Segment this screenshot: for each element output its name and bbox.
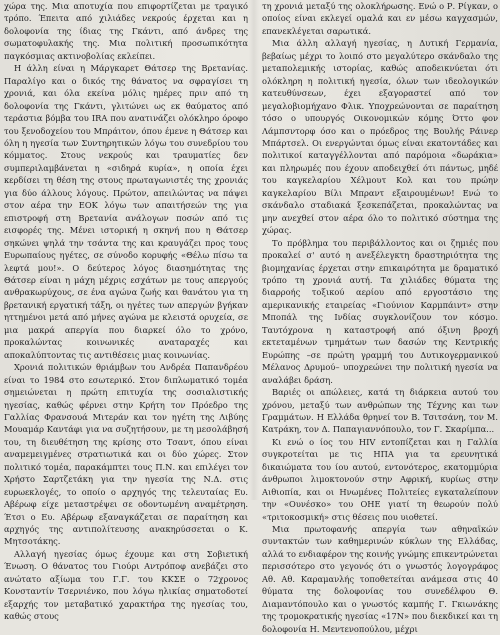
- right-paragraph-6: Μια πρωτοφανής απεργία των αθηναϊκών συντακτών των καθημερινών κύκλων της Ελλάδας, αλλά το ενδιαφέρον της κοινής γνώμης επικεντρώνεται περισσότερο στο γεγονός ότι ο γνωστός λογογράφος Αθ. Αθ. Καραμανλής τοποθετείται ανάμεσα στις 40 θύματα της δολοφονίας του συνεδέλφου Θ. Διαμαντόπουλο και ο γνωστός καμπής Γ. Γκιωνάκης της τρομοκρατικής ηγεσίας «17Ν» που διεκδικεί και τη δολοφονία Η. Μεντενοπούλου, μέχρι: [262, 524, 498, 634]
- left-paragraph-4: Αλλαγή ηγεσίας όμως έχουμε και στη Σοβιετική Ένωση. Ο θάνατος του Γιούρι Αντρόποφ ανεβάζει στο ανώτατο αξίωμα του Γ.Γ. του ΚΚΣΕ ο 72χρονος Κονσταντίν Τσερνιένκο, που λόγω ηλικίας σηματοδοτεί εξαρχής τον μεταβατικό χαρακτήρα της ηγεσίας του, καθώς στους: [4, 548, 248, 622]
- right-paragraph-2: Μια άλλη αλλαγή ηγεσίας, η Δυτική Γερμανία, βεβαίως μέχρι το λοιπό στο μεγαλύτερο σκάνδαλο της μεταπολεμικής ιστορίας, καθώς αποδεικνύεται ότι ολόκληρη η πολιτική ηγεσία, όλων των ιδεολογικών κατευθύνσεων, έχει εξαγοραστεί από τον μεγαλοβιομήχανο Φλικ. Υποχρεώνονται σε παραίτηση τόσο ο υπουργός Οικονομικών κόμης Όττο φον Λάμπσντορφ όσο και ο πρόεδρος της Βουλής Ράινερ Μπάρτσελ. Οι ενεργώνται όμως είναι εκατοντάδες και πολιτικοί καταγγέλλονται από παρόμοια «δωράκια» και πληρωμές που έχουν αποδειχθεί ότι πάντως, μηδέ του καγκελαρίου Χέλμουτ Κολ και του πρώην καγκελαρίου Βίλι Μπραντ εξαιρουμένων! Ενώ το σκάνδαλο σταδιακά ξεσκεπάζεται, προκαλώντας να μην ανεχθεί στον αέρα όλο το πολιτικό σύστημα της χώρας.: [262, 38, 498, 236]
- left-paragraph-2: Η άλλη είναι η Μάργκαρετ Θάτσερ της Βρετανίας. Παραλίγο και ο δικός της θάνατος να σφραγίσει τη χρονιά, και όλα εκείνα μόλις ημέρες πριν από τη δολοφονία της Γκάντι, γλιτώνει ως εκ θαύματος από τεράστια βόμβα του IRA που ανατινάζει ολόκληρο όροφο του ξενοδοχείου του Μπράιτον, όπου έμενε η Θάτσερ και όλη η ηγεσία των Συντηρητικών λόγω του συνεδρίου του κόμματος. Στους νεκρούς και τραυματίες δεν συμπεριλαμβάνεται η «σιδηρά κυρία», η οποία έχει κερδίσει τη θέση της στους πρωταγωνιστές της χρονιάς για δύο άλλους λόγους. Πρώτον, απειλώντας να πάψει στον αέρα την ΕΟΚ λόγω των απαιτήσεών της για επιστροφή στη Βρετανία ανάλογων ποσών από τις εισφορές της. Μένει ιστορική η σκηνή που η Θάτσερ σηκώνει ψηλά την τσάντα της και κραυγάζει προς τους Ευρωπαίους ηγέτες, σε σύνοδο κορυφής «Θέλω πίσω τα λεφτά μου!». Ο δεύτερος λόγος διασημότητας της Θάτσερ είναι η μάχη μέχρις εσχάτων με τους απεργούς ανθρακωρύχους, σε ένα αγώνα ζωής και θανάτου για τη βρετανική εργατική τάξη, οι ηγέτες των απεργών βγήκαν ηττημένοι μετά από μήνες αγώνα με κλειστά ορυχεία, σε μια μακρά απεργία που διαρκεί όλο το χρόνο, προκαλώντας κοινωνικές αναταραχές και αποκαλύπτοντας τις αντιθέσεις μιας κοινωνίας.: [4, 63, 248, 360]
- left-text-column: [0, 0, 248, 622]
- right-text-column: [262, 0, 498, 634]
- left-paragraph-1: χώρα της. Μια αποτυχία που επιφορτίζεται με τραγικό τρόπο. Έπειτα από χιλιάδες νεκρούς έρχεται και η δολοφονία της ίδιας της Γκάντι, από άνδρες της σωματοφυλακής της. Μια πολιτική προσωπικότητα παγκόσμιας ακτινοβολίας εκλείπει.: [4, 1, 248, 61]
- left-paragraph-3: Χρονιά πολιτικών θριάμβων του Ανδρέα Παπανδρέου είναι το 1984 στο εσωτερικό. Στον διπλωματικό τομέα σημειώνεται η πρώτη επιτυχία της σοσιαλιστικής ηγεσίας, καθώς φέρνει στην Κρήτη τον Πρόεδρο της Γαλλίας Φρανσουά Μιτεράν και τον ηγέτη της Λιβύης Μουαμάρ Καντάφι για να συζητήσουν, με τη μεσολάβησή του, τη διευθέτηση της κρίσης στο Τσαντ, όπου είναι αναμεμειγμένες στρατιωτικά και οι δύο χώρες. Στον πολιτικό τομέα, παρακάμπτει τους Π.Ν. και επιλέγει τον Χρήστο Σαρτζετάκη για την ηγεσία της Ν.Δ. στις ευρωεκλογές, το οποίο ο αρχηγός της τελευταίας Ευ. Αβέρωφ είχε μεταστρέψει σε οδοντωμένη αναμέτρηση. Έτσι ο Ευ. Αβέρωφ εξαναγκάζεται σε παραίτηση και αρχηγός της αντιπολίτευσης ανακηρύσσεται ο Κ. Μητσοτάκης.: [4, 362, 248, 547]
- right-paragraph-3: Το πρόβλημα του περιβάλλοντος και οι ζημιές που προκαλεί σ' αυτό η ανεξέλεγκτη δραστηριότητα της βιομηχανίας έρχεται στην επικαιρότητα με δραματικό τρόπο τη χρονιά αυτή. Τα χιλιάδες θύματα της διαρροής τοξικού αερίου από εργοστάσιο της αμερικανικής εταιρείας «Γιούνιον Καρμπάιντ» στην Μποπάλ της Ινδίας συγκλονίζουν τον κόσμο. Ταυτόχρονα η καταστροφή από όξινη βροχή εκτεταμένων τμημάτων των δασών της Κεντρικής Ευρώπης –σε πρώτη γραμμή του Δυτικογερμανικού Μέλανος Δρυμού– υποχρεώνει την πολιτική ηγεσία να αναλάβει δράση.: [262, 237, 498, 385]
- right-paragraph-4: Βαριές οι απώλειες, κατά τη διάρκεια αυτού του χρόνου, μεταξύ των ανθρώπων της Τέχνης και των Γραμμάτων. Η Ελλάδα θρηνεί τον Β. Τσιτσάνη, τον Μ. Κατράκη, τον Δ. Παπαγιαννόπουλο, τον Γ. Σκαρίμπα...: [262, 387, 498, 435]
- column-gutter: [249, 0, 259, 500]
- right-paragraph-5: Κι ενώ ο ίος του ΗIV εντοπίζεται και η Γαλλία συγκροτείται με τις ΗΠΑ για τα ερευνητικά δικαιώματα του ίου αυτού, εντονότερος, εκατομμύρια άνθρωποι λιμοκτονούν στην Αφρική, κυρίως στην Αιθιοπία, και οι Ηνωμένες Πολιτείες εγκαταλείπουν την «Ουνέσκο» του ΟΗΕ γιατί τη θεωρούν πολύ «τριτοκοσμική» στις θέσεις που υιοθετεί.: [262, 436, 498, 522]
- right-paragraph-1: τη χρονιά μεταξύ της ολοκλήρωσης. Ενώ ο Ρ. Ρίγκαν, ο οποίος είναι εκλεγεί ομαλά και εν μέσω καγχασμών, επανεκλέγεται σαρωτικά.: [262, 1, 498, 36]
